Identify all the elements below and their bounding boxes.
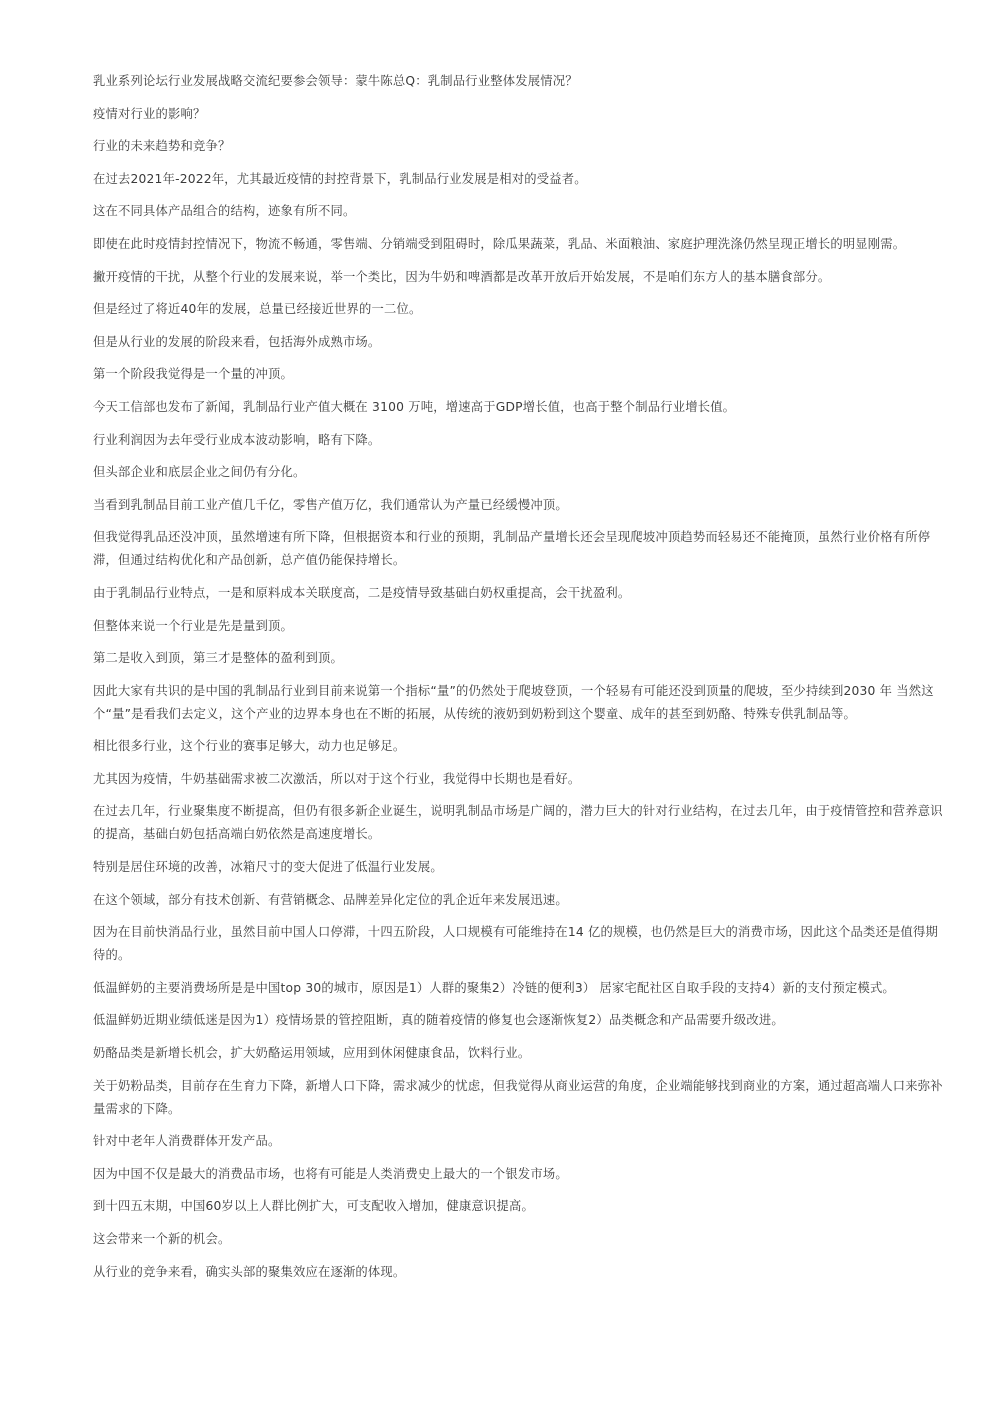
paragraph: 当看到乳制品目前工业产值几千亿，零售产值万亿，我们通常认为产量已经缓慢冲顶。 (93, 497, 568, 512)
paragraph: 但头部企业和底层企业之间仍有分化。 (93, 465, 306, 480)
paragraph: 关于奶粉品类，目前存在生育力下降，新增人口下降，需求减少的忧虑，但我觉得从商业运营的角度，企业端能够找到商业的方案，通过超高端人口来弥补量需求的下降。 (93, 1078, 943, 1116)
paragraph: 但整体来说一个行业是先是量到顶。 (93, 618, 293, 633)
paragraph: 奶酪品类是新增长机会，扩大奶酪运用领域，应用到休闲健康食品，饮料行业。 (93, 1046, 531, 1061)
paragraph: 尤其因为疫情，牛奶基础需求被二次激活，所以对于这个行业，我觉得中长期也是看好。 (93, 771, 581, 786)
paragraph: 由于乳制品行业特点，一是和原料成本关联度高，二是疫情导致基础白奶权重提高，会干扰盈利。 (93, 585, 631, 600)
paragraph: 行业的未来趋势和竞争？ (93, 139, 231, 154)
paragraph: 在这个领域，部分有技术创新、有营销概念、品牌差异化定位的乳企近年来发展迅速。 (93, 892, 568, 907)
paragraph: 低温鲜奶近期业绩低迷是因为1）疫情场景的管控阻断，真的随着疫情的修复也会逐渐恢复2）品类概念和产品需要升级改进。 (93, 1013, 784, 1028)
paragraph: 因此大家有共识的是中国的乳制品行业到目前来说第一个指标“量”的仍然处于爬坡登顶，一个轻易有可能还没到顶量的爬坡，至少持续到2030 年 当然这个“量”是看我们去定义，这个产业的边界本身也在不断的拓展，从传统的液奶到奶粉到这个婴童、成年的甚至到奶酪、特殊专供乳制品等。 (93, 683, 934, 721)
paragraph: 但我觉得乳品还没冲顶，虽然增速有所下降，但根据资本和行业的预期，乳制品产量增长还会呈现爬坡冲顶趋势而轻易还不能掩顶，虽然行业价格有所停滞，但通过结构优化和产品创新，总产值仍能保持增长。 (93, 530, 931, 568)
paragraph: 行业利润因为去年受行业成本波动影响，略有下降。 (93, 432, 381, 447)
paragraph: 第二是收入到顶，第三才是整体的盈利到顶。 (93, 651, 343, 666)
paragraph: 相比很多行业，这个行业的赛事足够大，动力也足够足。 (93, 739, 406, 754)
paragraph: 在过去几年，行业聚集度不断提高，但仍有很多新企业诞生，说明乳制品市场是广阔的，潜力巨大的针对行业结构，在过去几年，由于疫情管控和营养意识的提高，基础白奶包括高端白奶依然是高速度增长。 (93, 804, 943, 842)
paragraph: 即使在此时疫情封控情况下，物流不畅通，零售端、分销端受到阻碍时，除瓜果蔬菜，乳品、米面粮油、家庭护理洗涤仍然呈现正增长的明显刚需。 (93, 236, 906, 251)
paragraph: 疫情对行业的影响？ (93, 106, 206, 121)
paragraph: 但是经过了将近40年的发展，总量已经接近世界的一二位。 (93, 302, 422, 317)
paragraph: 今天工信部也发布了新闻，乳制品行业产值大概在 3100 万吨，增速高于GDP增长值，也高于整个制品行业增长值。 (93, 399, 736, 414)
paragraph: 这在不同具体产品组合的结构，迹象有所不同。 (93, 204, 356, 219)
paragraph: 到十四五末期，中国60岁以上人群比例扩大，可支配收入增加，健康意识提高。 (93, 1199, 534, 1214)
paragraph: 这会带来一个新的机会。 (93, 1232, 231, 1246)
paragraph: 第一个阶段我觉得是一个量的冲顶。 (93, 367, 293, 382)
paragraph: 针对中老年人消费群体开发产品。 (93, 1134, 281, 1149)
document-page (93, 70, 945, 1293)
paragraph: 但是从行业的发展的阶段来看，包括海外成熟市场。 (93, 334, 381, 349)
paragraph: 因为中国不仅是最大的消费品市场，也将有可能是人类消费史上最大的一个银发市场。 (93, 1166, 568, 1181)
paragraph: 从行业的竞争来看，确实头部的聚集效应在逐渐的体现。 (93, 1264, 406, 1279)
paragraph: 在过去2021年-2022年，尤其最近疫情的封控背景下，乳制品行业发展是相对的受益者。 (93, 171, 587, 186)
paragraph: 因为在目前快消品行业，虽然目前中国人口停滞，十四五阶段，人口规模有可能维持在14 亿的规模，也仍然是巨大的消费市场，因此这个品类还是值得期待的。 (93, 925, 938, 963)
paragraph: 低温鲜奶的主要消费场所是是中国top 30的城市，原因是1）人群的聚集2）冷链的便利3） 居家宅配社区自取手段的支持4）新的支付预定模式。 (93, 980, 895, 995)
document-title-line: 乳业系列论坛行业发展战略交流纪要参会领导：蒙牛陈总Q：乳制品行业整体发展情况？ (93, 74, 578, 88)
paragraph: 特别是居住环境的改善，冰箱尺寸的变大促进了低温行业发展。 (93, 860, 443, 875)
paragraph: 撇开疫情的干扰，从整个行业的发展来说，举一个类比，因为牛奶和啤酒都是改革开放后开始发展，不是咱们东方人的基本膳食部分。 (93, 269, 831, 284)
